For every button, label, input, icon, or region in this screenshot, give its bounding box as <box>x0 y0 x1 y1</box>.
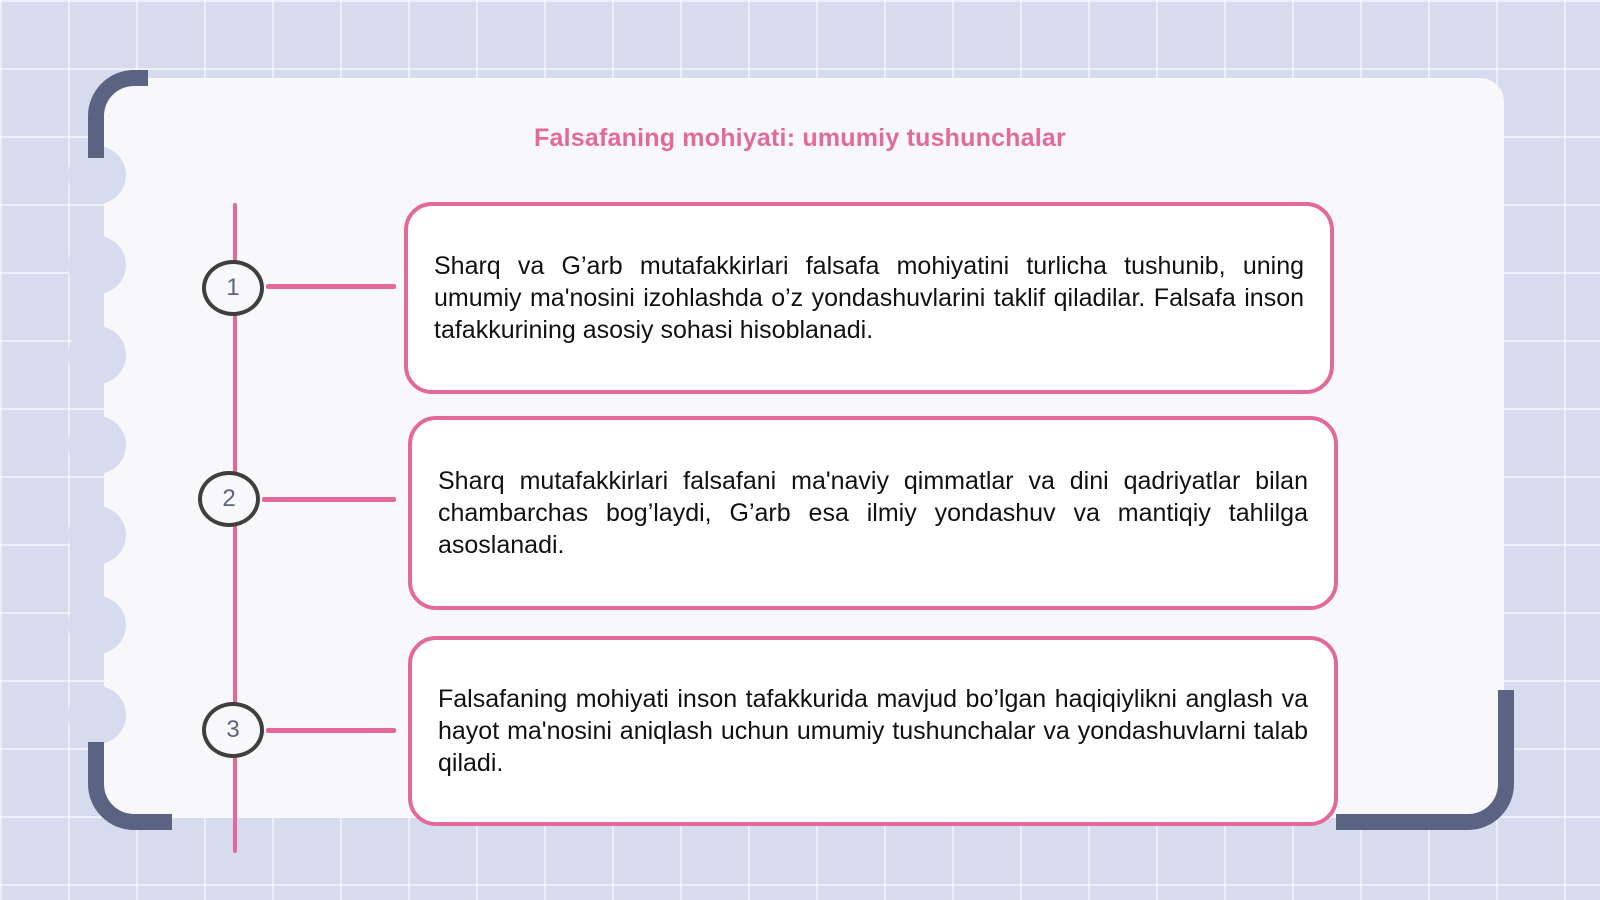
content-box <box>404 202 1334 394</box>
node-number: 2 <box>222 485 236 512</box>
content-box <box>408 636 1338 826</box>
content-text: Sharq mutafakkirlari falsafani ma'naviy qimmatlar va dini qadriyatlar bilan chambarchas bog’laydi, G’arb esa ilmiy yondashuv va mantiqiy tahlilga asoslanadi. <box>438 467 1308 559</box>
notebook-hole <box>68 596 126 654</box>
timeline-node <box>202 702 264 758</box>
page-title: Falsafaning mohiyati: umumiy tushunchalar <box>534 124 1066 152</box>
notebook-hole <box>68 236 126 294</box>
corner-bracket-bottom-right <box>1336 690 1514 830</box>
timeline-connector <box>266 728 396 733</box>
notebook-hole <box>68 686 126 744</box>
content-text: Falsafaning mohiyati inson tafakkurida mavjud bo’lgan haqiqiylikni anglash va hayot ma'nosini aniqlash uchun umumiy tushunchalar va yondashuvlarni talab qiladi. <box>438 685 1308 777</box>
corner-bracket-bottom-left <box>88 742 172 830</box>
timeline-node <box>202 260 264 316</box>
node-number: 3 <box>226 716 240 743</box>
corner-bracket-top-left <box>88 70 148 158</box>
content-text: Sharq va G’arb mutafakkirlari falsafa mohiyatini turlicha tushunib, uning umumiy ma'nosini izohlashda o’z yondashuvlarini taklif qiladilar. Falsafa inson tafakkurining asosiy sohasi hisoblanadi. <box>434 252 1304 344</box>
timeline-node <box>198 471 260 527</box>
notebook-hole <box>68 416 126 474</box>
notebook-hole <box>68 326 126 384</box>
timeline-connector <box>262 497 396 502</box>
content-box <box>408 416 1338 610</box>
node-number: 1 <box>226 274 240 301</box>
timeline-connector <box>266 284 396 289</box>
notebook-hole <box>68 506 126 564</box>
